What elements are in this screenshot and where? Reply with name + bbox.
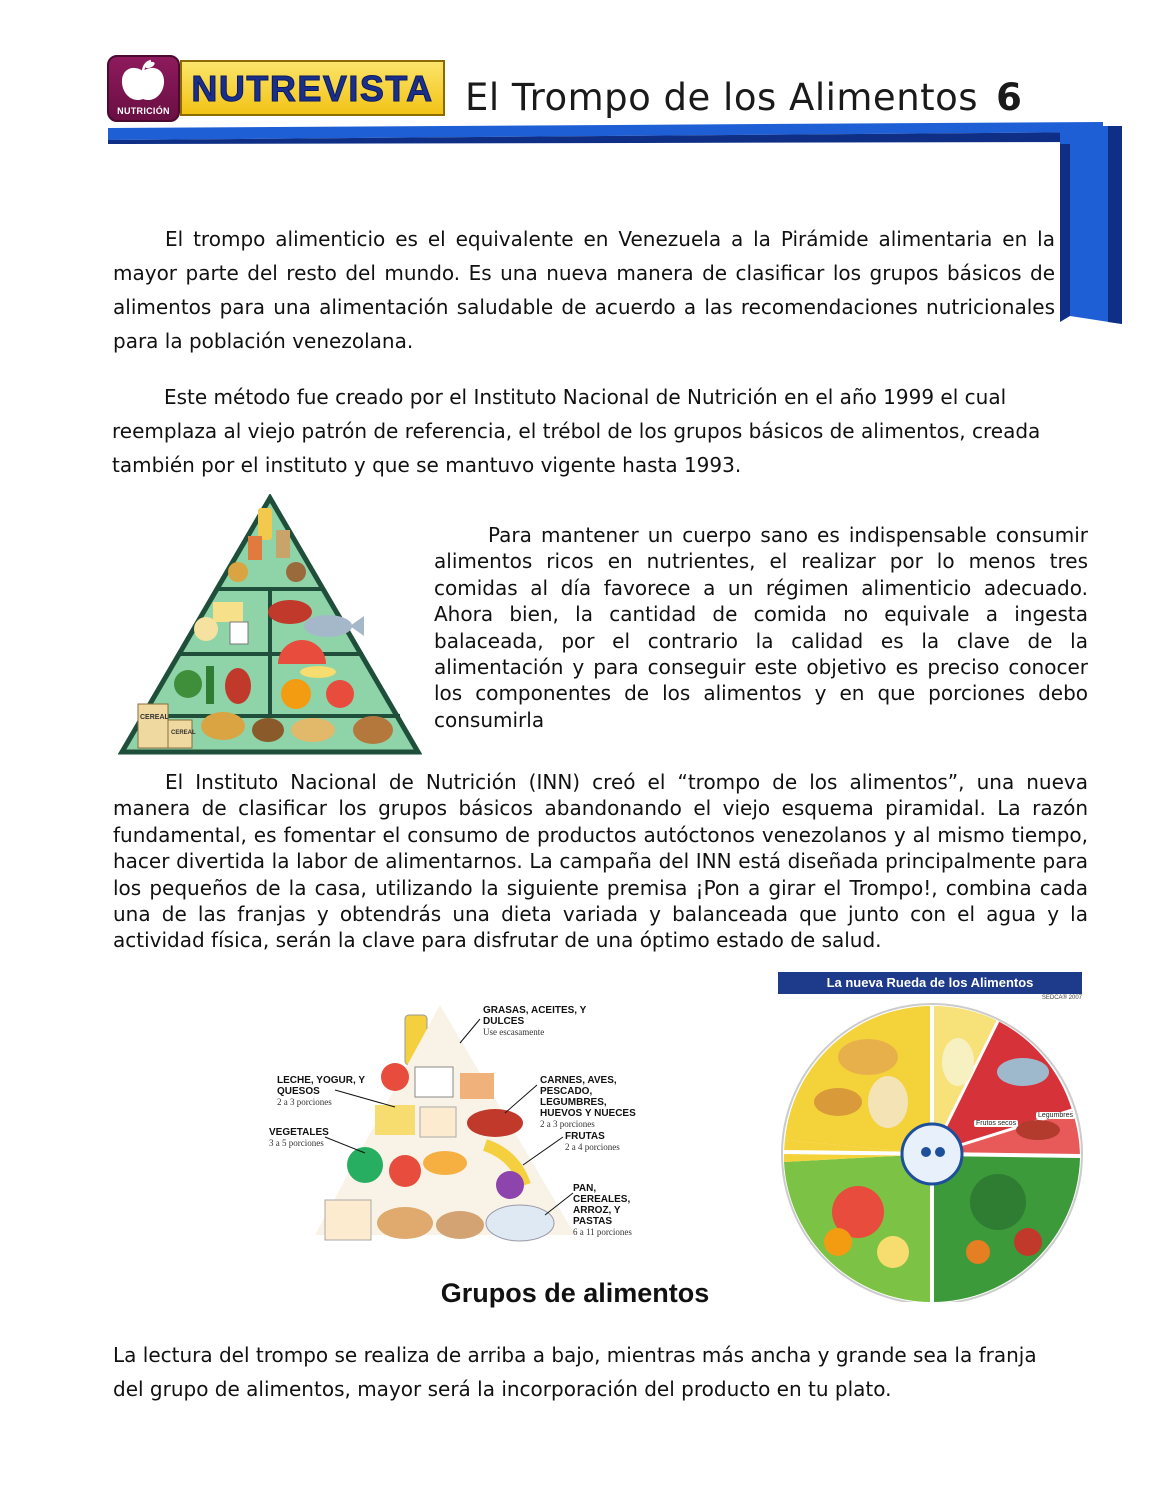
label-dairy-title: LECHE, YOGUR, Y QUESOS (277, 1075, 365, 1097)
label-vegetables (269, 1127, 339, 1149)
nutricion-logo (107, 55, 180, 122)
nutrition-paragraph (434, 522, 1088, 733)
label-meats-note: 2 a 3 porciones (540, 1119, 595, 1129)
label-vegetables-note: 3 a 5 porciones (269, 1138, 324, 1148)
wheel-source: SEDCA® 2007 (1041, 995, 1082, 1001)
food-groups-pyramid-image (255, 995, 650, 1275)
food-pyramid-image (118, 494, 422, 756)
history-paragraph-text: Este método fue creado por el Instituto Nacional de Nutrición en el año 1999 el cual reemplaza al viejo patrón de referencia, el trébol de los grupos básicos de alimentos, creada también por el instituto y que se mantuvo vigente hasta 1993. (112, 385, 1041, 477)
cereal-box-label: CEREAL (140, 714, 169, 721)
inn-paragraph (113, 769, 1088, 954)
logo-label: NUTRICIÓN (117, 106, 170, 116)
intro-paragraph (113, 222, 1055, 358)
label-legumbres: Legumbres (1038, 1112, 1074, 1119)
label-fats-title: GRASAS, ACEITES, Y DULCES (483, 1005, 587, 1027)
label-dairy-note: 2 a 3 porciones (277, 1097, 332, 1107)
label-grains-title: PAN, CEREALES, ARROZ, Y PASTAS (573, 1183, 631, 1227)
brand-name: NUTREVISTA (191, 68, 434, 109)
history-paragraph (112, 380, 1082, 482)
section-heading: Grupos de alimentos (440, 1278, 710, 1308)
apple-icon (109, 59, 178, 109)
page-title (465, 76, 1022, 119)
label-grains-note: 6 a 11 porciones (573, 1227, 632, 1237)
inn-paragraph-text: El Instituto Nacional de Nutrición (INN) creó el “trompo de los alimentos”, una nueva manera de clasificar los grupos básicos abandonando el viejo esquema piramidal. La razón fundamental, es fomentar el consumo de productos autóctonos venezolanos y al mismo tiempo, hacer divertida la labor de alimentarnos. La campaña del INN está diseñada principalmente para los pequeños de la casa, utilizando la siguiente premisa ¡Pon a girar el Trompo!, combina cada una de las franjas y obtendrás una dieta variada y balanceada que junto con el agua y la actividad física, serán la clave para disfrutar de una óptimo estado de salud. (113, 770, 1088, 953)
intro-paragraph-text: El trompo alimenticio es el equivalente en Venezuela a la Pirámide alimentaria en la mayor parte del resto del mundo. Es una nueva manera de clasificar los grupos básicos de alimentos para una alimentación saludable de acuerdo a las recomendaciones nutricionales para la población venezolana. (113, 227, 1055, 353)
label-meats (540, 1075, 648, 1130)
label-fruits (565, 1131, 645, 1153)
page-title-text: El Trompo de los Alimentos (465, 76, 979, 119)
cereal-box-label-2: CEREAL (171, 730, 196, 736)
page-number: 6 (996, 76, 1023, 119)
label-vegetables-title: VEGETALES (269, 1127, 329, 1138)
nutrition-paragraph-text: Para mantener un cuerpo sano es indispensable consumir alimentos ricos en nutrientes, el realizar por lo menos tres comidas al día favorece a un régimen alimenticio adecuado. Ahora bien, la cantidad de comida no equivale a ingesta balaceada, por el contrario la calidad es la clave de la alimentación y para conseguir este objetivo es preciso conocer los componentes de los alimentos y en que porciones debo consumirla (434, 523, 1088, 732)
label-fats (483, 1005, 593, 1038)
food-wheel-image (778, 972, 1086, 1307)
label-fruits-note: 2 a 4 porciones (565, 1142, 620, 1152)
wheel-banner: La nueva Rueda de los Alimentos (778, 972, 1082, 994)
food-wheel-illustration (778, 1002, 1086, 1302)
label-dairy (277, 1075, 367, 1108)
label-meats-title: CARNES, AVES, PESCADO, LEGUMBRES, HUEVOS Y NUECES (540, 1075, 636, 1119)
reading-paragraph: La lectura del trompo se realiza de arriba a bajo, mientras más ancha y grande sea la franja del grupo de alimentos, mayor será la incorporación del producto en tu plato. (113, 1343, 1037, 1401)
header-band-corner (1060, 126, 1122, 324)
label-frutos-secos: Frutos secos (976, 1120, 1017, 1127)
header-band (108, 122, 1103, 144)
label-fats-note: Use escasamente (483, 1027, 545, 1037)
brand-banner (180, 60, 445, 116)
label-fruits-title: FRUTAS (565, 1131, 605, 1142)
label-grains (573, 1183, 649, 1238)
